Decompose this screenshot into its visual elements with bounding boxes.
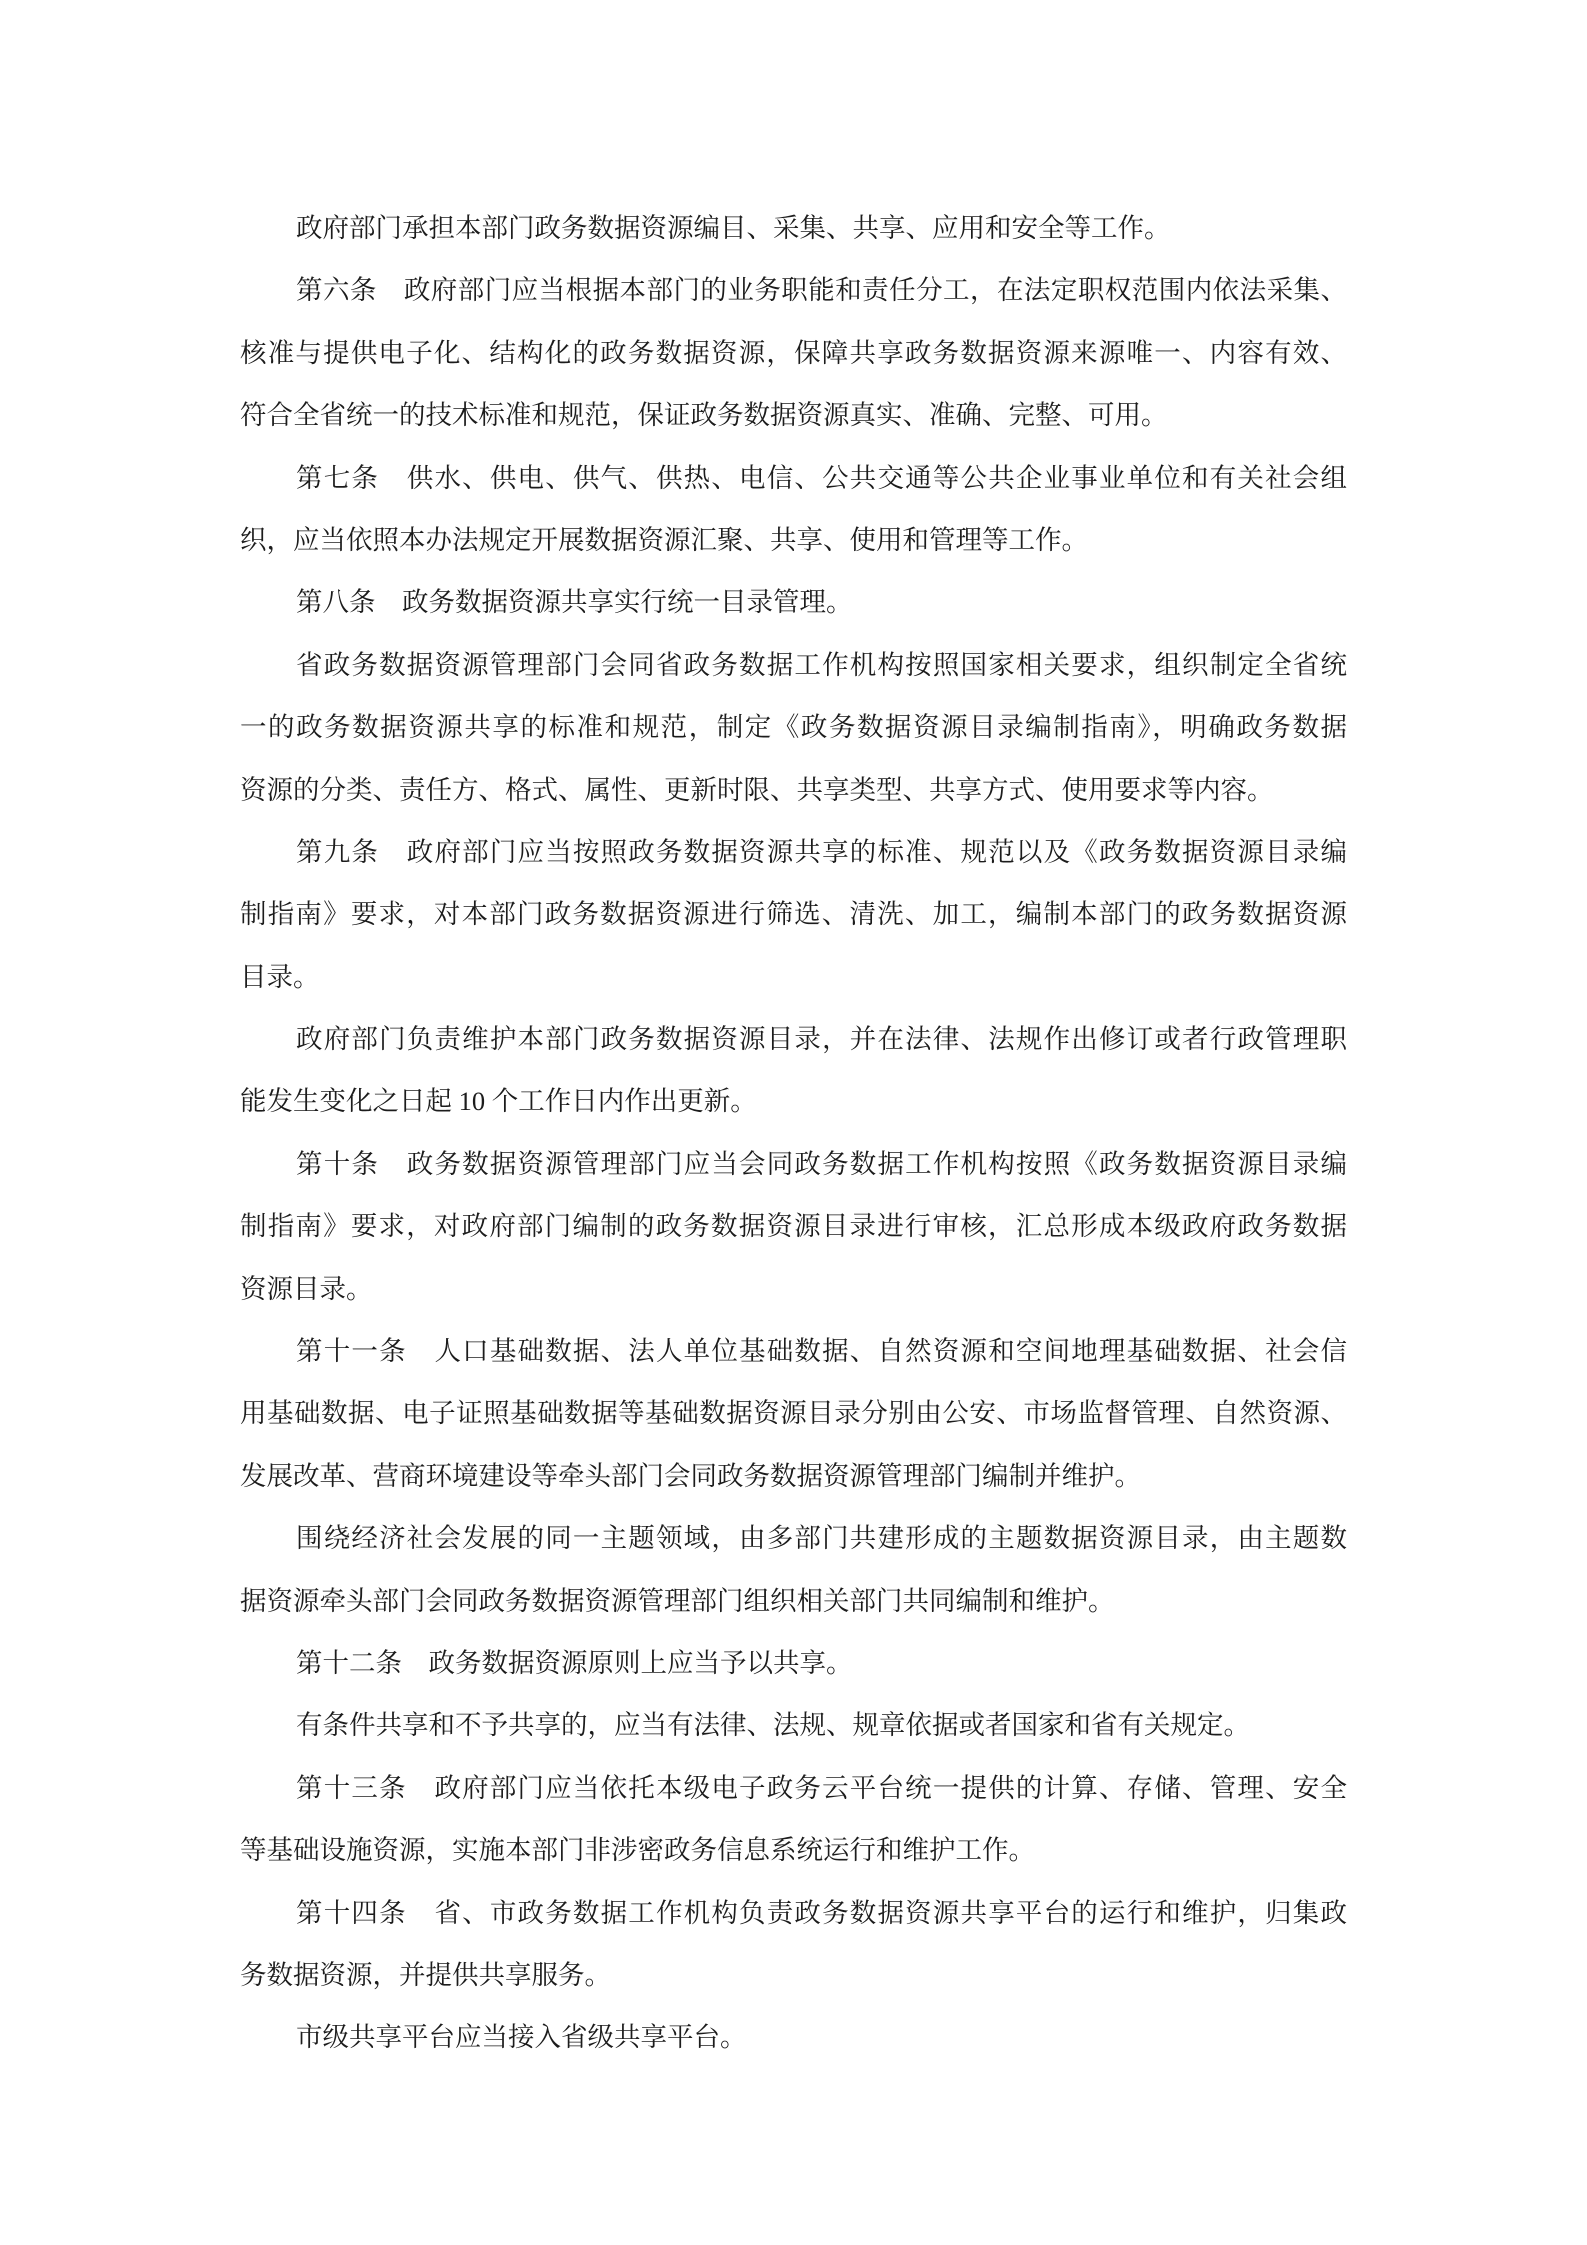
- text-line: 务数据资源，并提供共享服务。: [240, 1959, 611, 1990]
- text-line: 政府部门承担本部门政务数据资源编目、采集、共享、应用和安全等工作。: [296, 213, 1171, 243]
- text-line: 资源的分类、责任方、格式、属性、更新时限、共享类型、共享方式、使用要求等内容。: [240, 774, 1274, 805]
- text-line: 第六条 政府部门应当根据本部门的业务职能和责任分工，在法定职权范围内依法采集、: [296, 275, 1347, 306]
- text-line: 市级共享平台应当接入省级共享平台。: [296, 2022, 747, 2053]
- text-line: 等基础设施资源，实施本部门非涉密政务信息系统运行和维护工作。: [240, 1835, 1035, 1866]
- text-line: 第十条 政务数据资源管理部门应当会同政务数据工作机构按照《政务数据资源目录编: [296, 1148, 1347, 1179]
- text-line: 制指南》要求，对政府部门编制的政务数据资源目录进行审核，汇总形成本级政府政务数据: [240, 1211, 1347, 1242]
- text-line: 第七条 供水、供电、供气、供热、电信、公共交通等公共企业事业单位和有关社会组: [296, 462, 1347, 493]
- text-line: 能发生变化之日起 10 个工作日内作出更新。: [240, 1086, 757, 1117]
- text-line: 第九条 政府部门应当按照政务数据资源共享的标准、规范以及《政务数据资源目录编: [296, 836, 1347, 867]
- text-line: 第十四条 省、市政务数据工作机构负责政务数据资源共享平台的运行和维护，归集政: [296, 1897, 1347, 1928]
- text-line: 制指南》要求，对本部门政务数据资源进行筛选、清洗、加工，编制本部门的政务数据资源: [240, 899, 1347, 930]
- text-line: 核准与提供电子化、结构化的政务数据资源，保障共享政务数据资源来源唯一、内容有效、: [240, 337, 1347, 368]
- text-line: 有条件共享和不予共享的，应当有法律、法规、规章依据或者国家和省有关规定。: [296, 1710, 1250, 1741]
- text-line: 目录。: [240, 961, 320, 992]
- text-line: 资源目录。: [240, 1273, 373, 1304]
- text-line: 符合全省统一的技术标准和规范，保证政务数据资源真实、准确、完整、可用。: [240, 400, 1168, 431]
- text-line: 据资源牵头部门会同政务数据资源管理部门组织相关部门共同编制和维护。: [240, 1585, 1115, 1616]
- text-line: 第十一条 人口基础数据、法人单位基础数据、自然资源和空间地理基础数据、社会信: [296, 1336, 1347, 1367]
- text-line: 政府部门负责维护本部门政务数据资源目录，并在法律、法规作出修订或者行政管理职: [296, 1024, 1347, 1055]
- text-line: 一的政务数据资源共享的标准和规范，制定《政务数据资源目录编制指南》，明确政务数据: [240, 712, 1347, 743]
- document-text-block: [240, 197, 1347, 2069]
- text-line: 省政务数据资源管理部门会同省政务数据工作机构按照国家相关要求，组织制定全省统: [296, 649, 1347, 680]
- text-line: 发展改革、营商环境建设等牵头部门会同政务数据资源管理部门编制并维护。: [240, 1460, 1141, 1491]
- text-line: 织，应当依照本办法规定开展数据资源汇聚、共享、使用和管理等工作。: [240, 524, 1088, 555]
- text-line: 用基础数据、电子证照基础数据等基础数据资源目录分别由公安、市场监督管理、自然资源、: [240, 1398, 1347, 1429]
- text-line: 第十二条 政务数据资源原则上应当予以共享。: [296, 1647, 853, 1678]
- text-line: 第八条 政务数据资源共享实行统一目录管理。: [296, 587, 853, 618]
- text-line: 围绕经济社会发展的同一主题领域，由多部门共建形成的主题数据资源目录，由主题数: [296, 1523, 1347, 1554]
- text-line: 第十三条 政府部门应当依托本级电子政务云平台统一提供的计算、存储、管理、安全: [296, 1772, 1347, 1803]
